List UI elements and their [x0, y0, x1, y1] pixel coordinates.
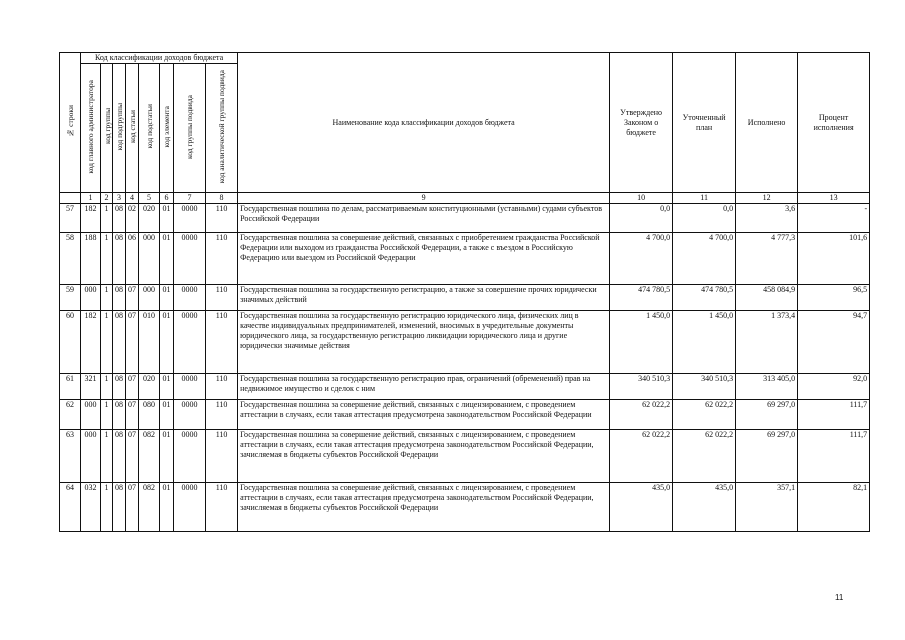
- table-row: [60, 430, 870, 483]
- cell-row-number: 61: [60, 374, 81, 400]
- cell-row-number: 64: [60, 483, 81, 532]
- cell-execution-percent: 96,5: [798, 285, 870, 311]
- cell-approved-amount: 435,0: [610, 483, 673, 532]
- cell-admin-code: 321: [81, 374, 101, 400]
- header-revised: Уточненный план: [673, 53, 736, 193]
- column-number: [60, 193, 81, 204]
- cell-analytic-group-code: 110: [206, 400, 238, 430]
- header-name: Наименование кода классификации доходов бюджета: [238, 53, 610, 193]
- cell-admin-code: 188: [81, 233, 101, 285]
- cell-element-code: 01: [160, 483, 174, 532]
- cell-revised-amount: 62 022,2: [673, 400, 736, 430]
- cell-revenue-name: Государственная пошлина за государственную регистрацию прав, ограничений (обременений) прав на недвижимое имущество и сделок с ним: [238, 374, 610, 400]
- cell-row-number: 63: [60, 430, 81, 483]
- cell-group-code: 1: [101, 483, 113, 532]
- cell-approved-amount: 4 700,0: [610, 233, 673, 285]
- column-number: 12: [736, 193, 798, 204]
- cell-admin-code: 000: [81, 400, 101, 430]
- cell-element-code: 01: [160, 233, 174, 285]
- cell-execution-percent: 82,1: [798, 483, 870, 532]
- cell-article-code: 07: [126, 311, 139, 374]
- cell-analytic-group-code: 110: [206, 430, 238, 483]
- cell-analytic-group-code: 110: [206, 285, 238, 311]
- cell-subgroup-code: 08: [113, 430, 126, 483]
- cell-article-code: 07: [126, 483, 139, 532]
- cell-analytic-group-code: 110: [206, 233, 238, 285]
- cell-row-number: 58: [60, 233, 81, 285]
- column-number: 7: [174, 193, 206, 204]
- column-number: 6: [160, 193, 174, 204]
- cell-article-code: 02: [126, 204, 139, 233]
- table-row: [60, 311, 870, 374]
- cell-executed-amount: 4 777,3: [736, 233, 798, 285]
- cell-revised-amount: 340 510,3: [673, 374, 736, 400]
- cell-group-code: 1: [101, 430, 113, 483]
- cell-revised-amount: 62 022,2: [673, 430, 736, 483]
- column-number: 9: [238, 193, 610, 204]
- cell-subtype-group-code: 0000: [174, 204, 206, 233]
- cell-admin-code: 000: [81, 285, 101, 311]
- cell-revised-amount: 435,0: [673, 483, 736, 532]
- cell-executed-amount: 357,1: [736, 483, 798, 532]
- column-number: 1: [81, 193, 101, 204]
- cell-revised-amount: 474 780,5: [673, 285, 736, 311]
- cell-article-code: 07: [126, 400, 139, 430]
- cell-revised-amount: 4 700,0: [673, 233, 736, 285]
- column-number: 4: [126, 193, 139, 204]
- column-number: 13: [798, 193, 870, 204]
- cell-executed-amount: 3,6: [736, 204, 798, 233]
- cell-row-number: 57: [60, 204, 81, 233]
- cell-revenue-name: Государственная пошлина за государственную регистрацию юридического лица, физических лиц в качестве индивидуальных предпринимателей, изменений, вносимых в учредительные документы юридического лица, за государственную регистрацию ликвидации юридического лица и другие юридически значимые действия: [238, 311, 610, 374]
- cell-execution-percent: 94,7: [798, 311, 870, 374]
- cell-execution-percent: 111,7: [798, 430, 870, 483]
- cell-subarticle-code: 082: [139, 483, 160, 532]
- cell-admin-code: 182: [81, 204, 101, 233]
- cell-revenue-name: Государственная пошлина за совершение действий, связанных с лицензированием, с проведением аттестации в случаях, если такая аттестация предусмотрена законодательством Российской Федерации: [238, 400, 610, 430]
- cell-revenue-name: Государственная пошлина по делам, рассматриваемым конституционными (уставными) судами субъектов Российской Федерации: [238, 204, 610, 233]
- cell-subgroup-code: 08: [113, 483, 126, 532]
- header-group-code: код группы: [101, 64, 113, 193]
- cell-group-code: 1: [101, 311, 113, 374]
- column-numbers-row: [60, 193, 870, 204]
- cell-article-code: 06: [126, 233, 139, 285]
- cell-approved-amount: 340 510,3: [610, 374, 673, 400]
- table-row: [60, 400, 870, 430]
- cell-article-code: 07: [126, 285, 139, 311]
- cell-subarticle-code: 010: [139, 311, 160, 374]
- cell-approved-amount: 1 450,0: [610, 311, 673, 374]
- cell-admin-code: 000: [81, 430, 101, 483]
- cell-subarticle-code: 082: [139, 430, 160, 483]
- column-number: 8: [206, 193, 238, 204]
- cell-subtype-group-code: 0000: [174, 285, 206, 311]
- table-row: [60, 374, 870, 400]
- cell-subarticle-code: 000: [139, 285, 160, 311]
- cell-executed-amount: 69 297,0: [736, 400, 798, 430]
- table-header: [60, 53, 870, 204]
- cell-revenue-name: Государственная пошлина за совершение действий, связанных с приобретением гражданства Российской Федерации или выходом из гражданства Российской Федерации, а также с въездом в Российскую Федерацию или выездом из Российской Федерации: [238, 233, 610, 285]
- cell-article-code: 07: [126, 430, 139, 483]
- cell-execution-percent: 92,0: [798, 374, 870, 400]
- cell-revenue-name: Государственная пошлина за совершение действий, связанных с лицензированием, с проведением аттестации в случаях, если такая аттестация предусмотрена законодательством Российской Федерации, зачисляемая в бюджеты субъектов Российской Федерации: [238, 430, 610, 483]
- cell-approved-amount: 62 022,2: [610, 430, 673, 483]
- header-subarticle-code: код подстатьи: [139, 64, 160, 193]
- cell-subtype-group-code: 0000: [174, 400, 206, 430]
- header-executed: Исполнено: [736, 53, 798, 193]
- cell-element-code: 01: [160, 430, 174, 483]
- cell-approved-amount: 0,0: [610, 204, 673, 233]
- header-code-group: Код классификации доходов бюджета: [81, 53, 238, 64]
- cell-executed-amount: 313 405,0: [736, 374, 798, 400]
- column-number: 10: [610, 193, 673, 204]
- cell-subgroup-code: 08: [113, 374, 126, 400]
- cell-revised-amount: 0,0: [673, 204, 736, 233]
- cell-subgroup-code: 08: [113, 400, 126, 430]
- column-number: 2: [101, 193, 113, 204]
- cell-analytic-group-code: 110: [206, 204, 238, 233]
- cell-subtype-group-code: 0000: [174, 233, 206, 285]
- cell-element-code: 01: [160, 311, 174, 374]
- header-article-code: код статьи: [126, 64, 139, 193]
- cell-article-code: 07: [126, 374, 139, 400]
- cell-row-number: 60: [60, 311, 81, 374]
- cell-subarticle-code: 020: [139, 204, 160, 233]
- cell-analytic-group-code: 110: [206, 374, 238, 400]
- cell-revenue-name: Государственная пошлина за совершение действий, связанных с лицензированием, с проведением аттестации в случаях, если такая аттестация предусмотрена законодательством Российской Федерации, зачисляемая в бюджеты субъектов Российской Федерации: [238, 483, 610, 532]
- cell-executed-amount: 458 084,9: [736, 285, 798, 311]
- cell-subgroup-code: 08: [113, 285, 126, 311]
- table-body: [60, 204, 870, 532]
- cell-revenue-name: Государственная пошлина за государственную регистрацию, а также за совершение прочих юридически значимых действий: [238, 285, 610, 311]
- cell-approved-amount: 474 780,5: [610, 285, 673, 311]
- column-number: 5: [139, 193, 160, 204]
- table-row: [60, 204, 870, 233]
- cell-group-code: 1: [101, 285, 113, 311]
- cell-element-code: 01: [160, 204, 174, 233]
- cell-executed-amount: 69 297,0: [736, 430, 798, 483]
- cell-element-code: 01: [160, 285, 174, 311]
- column-number: 11: [673, 193, 736, 204]
- table-row: [60, 233, 870, 285]
- header-admin-code: код главного администратора: [81, 64, 101, 193]
- cell-subgroup-code: 08: [113, 311, 126, 374]
- cell-execution-percent: 111,7: [798, 400, 870, 430]
- header-element-code: код элемента: [160, 64, 174, 193]
- cell-approved-amount: 62 022,2: [610, 400, 673, 430]
- cell-group-code: 1: [101, 374, 113, 400]
- cell-execution-percent: 101,6: [798, 233, 870, 285]
- cell-subtype-group-code: 0000: [174, 374, 206, 400]
- cell-subtype-group-code: 0000: [174, 430, 206, 483]
- cell-group-code: 1: [101, 233, 113, 285]
- column-number: 3: [113, 193, 126, 204]
- cell-subgroup-code: 08: [113, 204, 126, 233]
- cell-group-code: 1: [101, 204, 113, 233]
- cell-subarticle-code: 020: [139, 374, 160, 400]
- header-row-number: № строки: [60, 53, 81, 193]
- cell-subtype-group-code: 0000: [174, 483, 206, 532]
- cell-element-code: 01: [160, 400, 174, 430]
- cell-admin-code: 032: [81, 483, 101, 532]
- cell-analytic-group-code: 110: [206, 483, 238, 532]
- cell-subarticle-code: 080: [139, 400, 160, 430]
- header-analytic-group-code: код аналитической группы подвида: [206, 64, 238, 193]
- cell-element-code: 01: [160, 374, 174, 400]
- header-percent: Процент исполнения: [798, 53, 870, 193]
- cell-revised-amount: 1 450,0: [673, 311, 736, 374]
- header-subtype-group-code: код группы подвида: [174, 64, 206, 193]
- table-row: [60, 483, 870, 532]
- cell-subarticle-code: 000: [139, 233, 160, 285]
- cell-row-number: 62: [60, 400, 81, 430]
- cell-row-number: 59: [60, 285, 81, 311]
- header-subgroup-code: код подгруппы: [113, 64, 126, 193]
- table-row: [60, 285, 870, 311]
- cell-executed-amount: 1 373,4: [736, 311, 798, 374]
- header-approved: Утверждено Законом о бюджете: [610, 53, 673, 193]
- cell-execution-percent: -: [798, 204, 870, 233]
- cell-admin-code: 182: [81, 311, 101, 374]
- cell-subgroup-code: 08: [113, 233, 126, 285]
- budget-revenue-table: [59, 52, 870, 532]
- page-number: 11: [835, 593, 844, 602]
- cell-group-code: 1: [101, 400, 113, 430]
- cell-subtype-group-code: 0000: [174, 311, 206, 374]
- cell-analytic-group-code: 110: [206, 311, 238, 374]
